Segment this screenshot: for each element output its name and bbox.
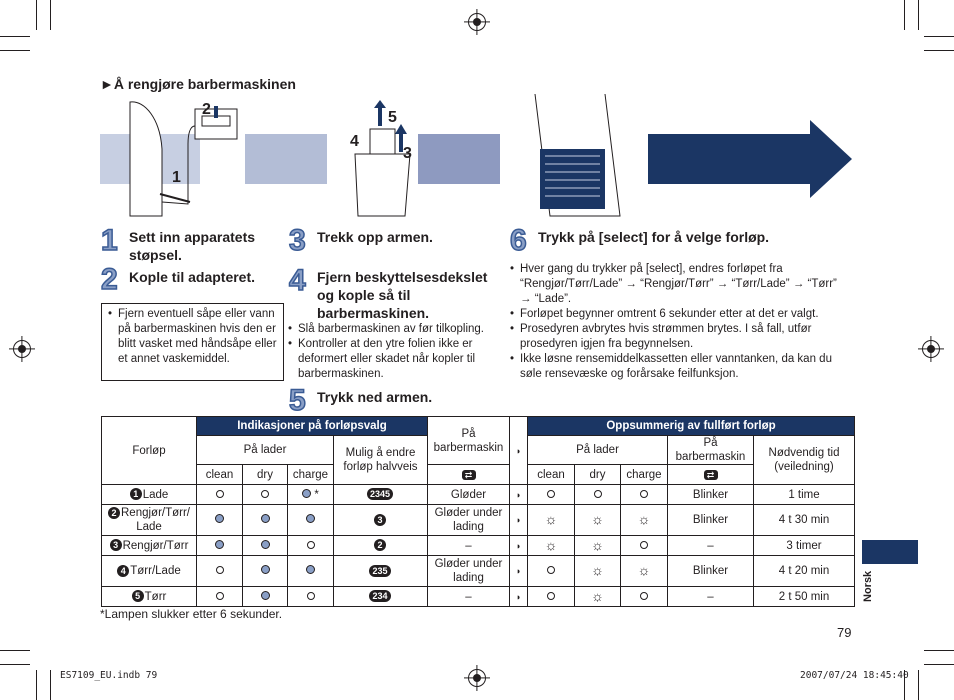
lamp-blink-icon: ☼ [637,562,651,578]
table-row [102,556,855,587]
registration-mark-icon [13,340,31,358]
footnote-star: * [314,488,319,501]
step-4-number: 4 [289,264,306,297]
step-4-note: • Slå barbermaskinen av før tilkopling. [288,322,502,337]
row-state: Gløder [428,485,510,505]
header-indications: Indikasjoner på forløpsvalg [197,417,428,436]
step-4-text: Fjern beskyttelsesdekslet og kople så til barbermaskinen. [317,269,488,321]
language-tab [862,540,918,564]
registration-mark-icon [468,13,486,31]
table-row [102,485,855,505]
row-state: Gløder under lading [428,556,510,587]
lamp-off-icon [640,592,648,600]
col-header-dry: dry [243,465,288,485]
lamp-blink-icon: ☼ [544,511,558,527]
lamp-blink-icon: ☼ [544,536,558,553]
row-name: Tørr/Lade [130,565,181,577]
footer-right: 2007/07/24 18:45:40 [800,670,909,681]
row-result: – [668,536,754,556]
table-row [102,536,855,556]
lamp-on-icon [302,489,311,498]
lamp-on-icon [306,514,315,523]
footer-left: ES7109_EU.indb 79 [60,670,158,681]
lamp-off-icon [640,490,648,498]
step-6-number: 6 [510,224,527,257]
col-header-dry-2: dry [575,465,621,485]
registration-mark-icon [468,669,486,687]
table-row [102,505,855,536]
language-tab-label [862,568,882,608]
arrow-marker-icon: ◗ [515,445,522,456]
table-row [102,587,855,607]
step-5-number: 5 [289,384,306,417]
row-number: 1 [130,488,142,500]
col-header-nodvendig: Nødvendig tid (veiledning) [754,436,855,485]
step-6-text: Trykk på [select] for å velge forløp. [538,229,770,245]
step-3-number: 3 [289,224,306,257]
progress-steps: 2 [374,539,386,551]
col-header-clean-2: clean [528,465,575,485]
row-time: 2 t 50 min [754,587,855,607]
step-6-note: • Ikke løsne rensemiddelkassetten eller vanntanken, da kan du søle rensevæske og forårsake feilfunksjon. [510,352,850,382]
progress-steps: 3 [374,514,386,526]
lamp-blink-icon: ☼ [637,511,651,527]
col-header-pa-barbermaskin: På barbermaskin [428,417,510,465]
step-6-note: • Forløpet begynner omtrent 6 sekunder etter at det er valgt. [510,307,850,322]
lamp-on-icon [261,591,270,600]
section-title: ►Å rengjøre barbermaskinen [100,76,296,92]
lamp-on-icon [261,565,270,574]
row-number: 4 [117,565,129,577]
row-name: Rengjør/Tørr [122,539,189,552]
step-3-text: Trekk opp armen. [317,229,433,245]
lamp-off-icon [594,490,602,498]
row-state: – [428,587,510,607]
course-summary-table [101,416,855,607]
page-number: 79 [837,625,852,640]
row-name: Lade [142,488,169,501]
arrow-marker-icon: ◗ [515,566,522,576]
lamp-off-icon [216,566,224,574]
col-header-pa-lader: På lader [197,436,334,465]
row-state: Gløder under lading [428,505,510,536]
row-name: Tørr [144,590,167,603]
registration-mark-icon [922,340,940,358]
col-header-mulig: Mulig å endre forløp halvveis [334,436,428,485]
step-5-text: Trykk ned armen. [317,389,433,405]
step-6-note: • Prosedyren avbrytes hvis strømmen brytes. I så fall, utfør prosedyren igjen fra begynnelsen. [510,322,850,352]
arrow-marker-icon: ◗ [515,489,522,500]
row-time: 4 t 20 min [754,556,855,587]
progress-steps: 234 [369,590,390,602]
lamp-on-icon [306,565,315,574]
lamp-off-icon [547,592,555,600]
lamp-on-icon [261,514,270,523]
progress-steps: 2345 [367,488,393,500]
procedure-illustration [100,94,860,220]
lamp-on-icon [215,540,224,549]
arrow-marker-icon: ◗ [515,540,522,551]
lamp-blink-icon: ☼ [591,562,604,578]
lamp-on-icon [215,514,224,523]
lamp-off-icon [216,592,224,600]
col-header-clean: clean [197,465,243,485]
row-number: 5 [132,590,144,602]
step-4-note: • Kontroller at den ytre folien ikke er deformert eller skadet når kopler til barbermaskinen. [288,337,502,382]
lamp-off-icon [547,490,555,498]
row-result: Blinker [668,505,754,536]
step-1-text: Sett inn apparatets støpsel. [129,229,256,263]
lamp-off-icon [640,541,648,549]
step-2-number: 2 [101,263,118,296]
header-summary: Oppsummerig av fullført forløp [528,417,855,436]
step-4-notes [288,322,502,382]
lamp-off-icon [261,490,269,498]
col-header-charge-2: charge [621,465,668,485]
col-header-charge: charge [288,465,334,485]
label-4: 4 [350,133,359,150]
label-5: 5 [388,109,397,126]
row-result: Blinker [668,485,754,505]
row-result: – [668,587,754,607]
row-time: 4 t 30 min [754,505,855,536]
row-time: 1 time [754,485,855,505]
side-label: Norsk [862,570,874,602]
charge-icon: ⇄ [462,470,476,480]
arrow-marker-icon: ◗ [515,515,522,525]
lamp-off-icon [307,592,315,600]
lamp-off-icon [216,490,224,498]
row-name: Rengjør/Tørr/ Lade [121,507,190,533]
row-time: 3 timer [754,536,855,556]
step-1-number: 1 [101,224,118,257]
lamp-blink-icon: ☼ [591,587,604,604]
charge-icon: ⇄ [704,470,718,480]
label-1: 1 [172,169,181,186]
lamp-off-icon [307,541,315,549]
row-number: 2 [108,507,120,519]
step-6-notes [510,262,850,382]
soap-note-box [101,303,284,381]
row-result: Blinker [668,556,754,587]
step-6-note: • Hver gang du trykker på [select], endres forløpet fra “Rengjør/Tørr/Lade” → “Rengjør/Tørr” → “Tørr/Lade” → “Tørr” → “Lade”. [510,262,850,307]
row-state: – [428,536,510,556]
progress-steps: 235 [369,565,390,577]
lamp-blink-icon: ☼ [591,511,604,527]
row-number: 3 [110,539,122,551]
arrow-marker-icon: ◗ [515,591,522,602]
note-text: • Fjern eventuell såpe eller vann på barbermaskinen hvis den er blitt vasket med håndsåpe eller et annet vaskemiddel. [108,307,279,367]
col-header-forlop: Forløp [102,417,197,485]
col-header-pa-lader-2: På lader [528,436,668,465]
step-2-text: Kople til adapteret. [129,269,256,285]
lamp-on-icon [261,540,270,549]
lamp-blink-icon: ☼ [591,536,604,553]
footnote: *Lampen slukker etter 6 sekunder. [100,607,283,621]
lamp-off-icon [547,566,555,574]
col-header-pa-barbermaskin-2: På barbermaskin [668,436,754,465]
label-2: 2 [202,101,211,118]
label-3: 3 [403,145,412,162]
